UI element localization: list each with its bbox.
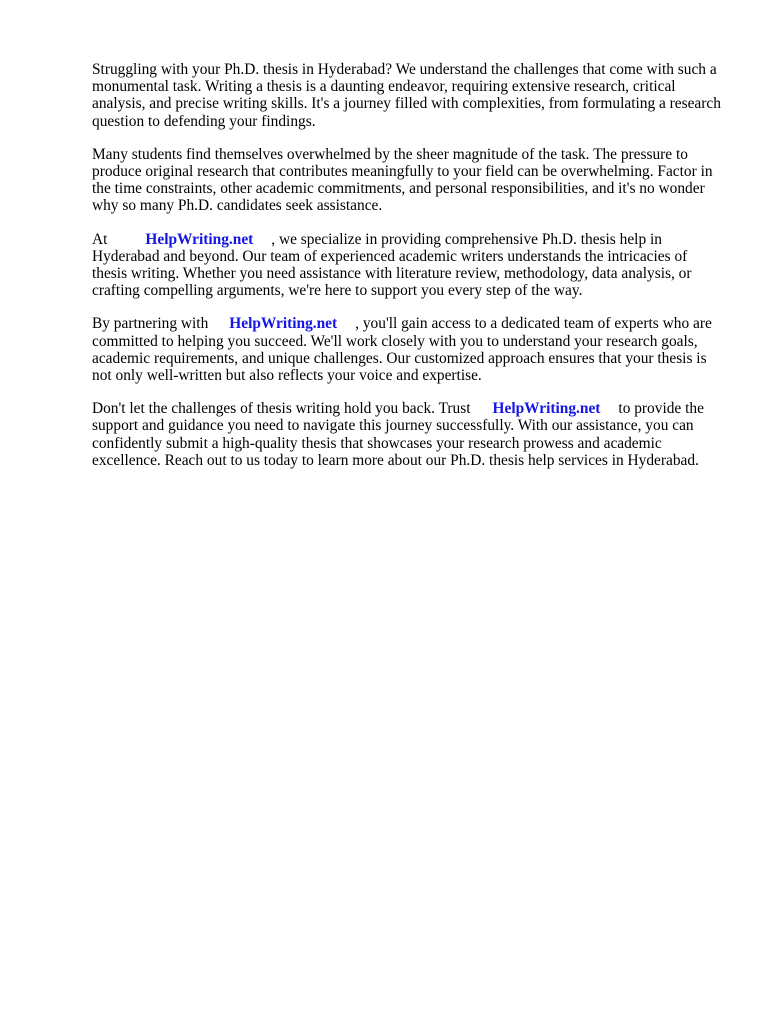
paragraph-trust-rest: to provide the support and guidance you need to navigate this journey successfully. With our assistance, you can confidently submit a high-quality thesis that showcases your research prowess and academic excellence. Reach out to us today to learn more about our Ph.D. thesis help services in Hyderabad. (92, 400, 704, 469)
helpwriting-link[interactable]: HelpWriting.net (229, 315, 338, 333)
paragraph-partnering-lead: By partnering with (92, 315, 209, 333)
document-page (92, 61, 722, 485)
paragraph-specialize-lead: At (92, 230, 108, 248)
paragraph-trust-lead: Don't let the challenges of thesis writing hold you back. Trust (92, 400, 471, 418)
paragraph-overwhelmed: Many students find themselves overwhelmed by the sheer magnitude of the task. The pressure to produce original research that contributes meaningfully to your field can be overwhelming. Factor in the time constraints, other academic commitments, and personal responsibilities, and it's no wonder why so many Ph.D. candidates seek assistance. (92, 145, 713, 215)
paragraph-partnering-rest: , you'll gain access to a dedicated team of experts who are committed to helping you succeed. We'll work closely with you to understand your research goals, academic requirements, and unique challenges. Our customized approach ensures that your thesis is not only well-written but also reflects your voice and expertise. (92, 315, 712, 385)
paragraph-partnering (92, 315, 722, 384)
helpwriting-link[interactable]: HelpWriting.net (145, 230, 254, 248)
paragraph-specialize (92, 231, 722, 300)
helpwriting-link[interactable]: HelpWriting.net (492, 400, 601, 418)
paragraph-intro: Struggling with your Ph.D. thesis in Hyderabad? We understand the challenges that come with such a monumental task. Writing a thesis is a daunting endeavor, requiring extensive research, critical analysis, and precise writing skills. It's a journey filled with complexities, from formulating a research question to defending your findings. (92, 61, 721, 130)
paragraph-trust (92, 400, 722, 469)
paragraph-specialize-rest: , we specialize in providing comprehensive Ph.D. thesis help in Hyderabad and beyond. Our team of experienced academic writers understands the intricacies of thesis writing. Whether you need assistance with literature review, methodology, data analysis, or crafting compelling arguments, we're here to support you every step of the way. (92, 230, 692, 300)
